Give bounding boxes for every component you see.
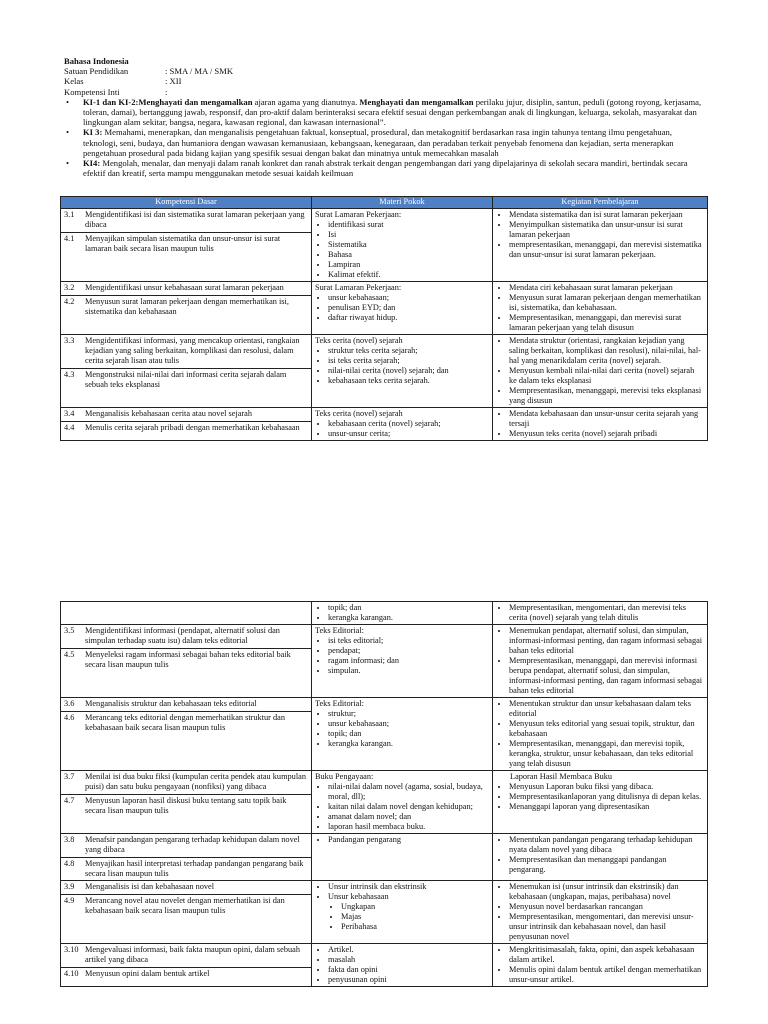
kd-text: Menyusun opini dalam bentuk artikel [85,969,210,978]
mp-cell [312,209,493,282]
kp-item: • Mempresentasikan, mengomentari, dan merevisi unsur-unsur intrinsik dan kebahasaan novel, dan hasil penyusunan novel [509,912,704,942]
kd-item [64,210,308,230]
header-materi-pokok: Materi Pokok [312,197,493,209]
kd-cell [61,881,312,944]
mp-item: • isi teks editorial; [328,636,489,646]
kp-cell [493,282,708,335]
kp-item: • Mengkritisimasalah, fakta, opini, dan aspek kebahasaan dalam artikel. [509,945,704,965]
table-row [61,209,708,282]
kd-text: Merancang teks editorial dengan memerhatikan struktur dan kebahasaan baik secara lisan maupun tulis [85,713,285,732]
kd-divider [61,711,311,712]
kd-number: 4.8 [64,859,75,868]
mp-item: • struktur; [328,709,489,719]
mp-title: Teks Editorial: [315,699,364,708]
kd-number: 4.2 [64,297,75,306]
mp-list [315,220,489,280]
kd-number: 4.3 [64,370,75,379]
kp-cell [493,625,708,698]
mp-subitem: • Majas [341,912,489,922]
kd-item [64,772,308,792]
mp-cell [312,698,493,771]
ki-label: KI-1 dan KI-2: [83,96,139,107]
kd-number: 4.5 [64,650,75,659]
kp-list [496,283,704,333]
kd-text: Menyajikan simpulan sistematika dan unsur-unsur isi surat lamaran baik secara lisan maupun tulis [85,234,281,253]
mp-item: • unsur kebahasaan; [328,719,489,729]
kd-cell [61,698,312,771]
mp-subitem: • Peribahasa [341,922,489,932]
mp-cell [312,625,493,698]
kp-item: • Menyusun teks cerita (novel) sejarah pribadi [509,429,704,439]
mp-item: • Bahasa [328,250,489,260]
mp-list [315,346,489,386]
mp-cell [312,944,493,987]
kd-text: Mengonstruksi nilai-nilai dari informasi cerita sejarah dalam sebuah teks eksplanasi [85,370,287,389]
mp-title: Surat Lamaran Pekerjaan: [315,283,402,292]
kd-cell [61,625,312,698]
mp-item: • Pandangan pengarang [328,835,489,845]
mp-item: • masalah [328,955,489,965]
ki-bold: Menghayati dan mengamalkan [359,96,474,107]
table-header-row [61,197,708,209]
kd-item [64,796,308,816]
kp-list [496,835,704,875]
header-row-satuan [64,66,704,76]
kd-divider [61,967,311,968]
mp-item: • penulisan EYD; dan [328,303,489,313]
ki-item [64,158,704,178]
kp-item: • Mempresentasikan, menanggapi, dan merevisi informasi berupa pendapat, alternatif solusi, dan simpulan, informasi-informasi penting, dan ragam informasi sebagai bahan teks editorial [509,656,704,696]
kd-cell [61,834,312,881]
kd-item [64,699,308,709]
kp-list [496,782,704,812]
mp-list [315,782,489,832]
kd-cell [61,771,312,834]
kd-item [64,409,308,419]
mp-item: • daftar riwayat hidup. [328,313,489,323]
header-row-ki [64,87,704,97]
mp-item: • kebahasaan teks cerita sejarah. [328,376,489,386]
kp-item: • Menyusun novel berdasarkan rancangan [509,902,704,912]
kp-item: • Menentukan pandangan pengarang terhadap kehidupan nyata dalam novel yang dibaca [509,835,704,855]
kd-item [64,650,308,670]
kp-item: • Menyusun kembali nilai-nilai dari cerita (novel) sejarah ke dalam teks eksplanasi [509,366,704,386]
header-value: : SMA / MA / SMK [165,66,234,77]
table-row [61,698,708,771]
kd-text: Mengidentifikasi isi dan sistematika surat lamaran pekerjaan yang dibaca [85,210,305,229]
kp-item: • Menyusun Laporan buku fiksi yang dibaca. [509,782,704,792]
header-key: Kompetensi Inti [64,86,120,97]
mp-title: Teks Editorial: [315,626,364,635]
table-row [61,834,708,881]
kd-item [64,283,308,293]
kp-item: • Menyusun surat lamaran pekerjaan dengan memerhatikan isi, sistematika, dan kebahasaan. [509,293,704,313]
table-row [61,335,708,408]
kp-item: • Menemukan pendapat, alternatif solusi, dan simpulan, informasi-informasi penting, dan ragam informasi sebagai bahan teks editorial [509,626,704,656]
kp-list [496,945,704,985]
kd-item [64,297,308,317]
mp-item: • Isi [328,230,489,240]
kd-text: Menulis cerita sejarah pribadi dengan memerhatikan kebahasaan [85,423,300,432]
mp-list [315,419,489,439]
mp-title: Teks cerita (novel) sejarah [315,336,403,345]
kd-number: 3.4 [64,409,75,418]
kd-text: Menyusun laporan hasil diskusi buku tentang satu topik baik secara lisan maupun tulis [85,796,287,815]
kd-number: 3.2 [64,283,75,292]
mp-item: • unsur kebahasaan; [328,293,489,303]
mp-item: • Unsur intrinsik dan ekstrinsik [328,882,489,892]
mp-list [315,709,489,749]
mp-cell [312,881,493,944]
kd-number: 3.7 [64,772,75,781]
kp-title: Laporan Hasil Membaca Buku [510,772,613,781]
kd-number: 3.9 [64,882,75,891]
mp-sub-wrap [315,902,489,932]
kd-divider [61,894,311,895]
kd-number: 4.10 [64,969,79,978]
mp-item: • kerangka karangan. [328,613,489,623]
kd-item [64,234,308,254]
kp-item: • Mempresentasikanlaporan yang ditulisnya di depan kelas. [509,792,704,802]
kd-cell [61,408,312,441]
ki-text: perilaku jujur, disiplin, santun, peduli (gotong royong, kerjasama, toleran, damai), bertanggung jawab, responsif, dan pro-aktif dalam berinteraksi secara efektif sesuai dengan perkembangan anak di lingkungan, keluarga, sekolah, masyarakat dan lingkungan alam sekitar, bangsa, negara, kawasan regional, dan kawasan internasional”. [83,96,702,128]
mp-item: • struktur teks cerita sejarah; [328,346,489,356]
kp-cell [493,834,708,881]
kd-cell [61,335,312,408]
mp-item: • Sistematika [328,240,489,250]
kd-text: Merancang novel atau novelet dengan memerhatikan isi dan kebahasaan baik secara lisan maupun tulis [85,896,285,915]
kp-item: • Mempresentasikan, mengomentari, dan merevisi teks cerita (novel) sejarah yang telah ditulis [509,603,704,623]
mp-item: • Kalimat efektif. [328,270,489,280]
table-row [61,881,708,944]
mp-item: • isi teks cerita sejarah; [328,356,489,366]
kp-cell [493,408,708,441]
mp-cell [312,282,493,335]
mp-item: • identifikasi surat [328,220,489,230]
kp-item: • mempresentasikan, menanggapi, dan merevisi sistematika dan unsur-unsur isi surat lamaran pekerjaan. [509,240,704,260]
kp-item: • Menentukan struktur dan unsur kebahasaan dalam teks editorial [509,699,704,719]
table-row [61,771,708,834]
mp-item: • amanat dalam novel; dan [328,812,489,822]
kd-number: 4.7 [64,796,75,805]
kd-number: 3.1 [64,210,75,219]
mp-item: • simpulan. [328,666,489,676]
kp-cell [493,944,708,987]
kd-text: Mengevaluasi informasi, baik fakta maupun opini, dalam sebuah artikel yang dibaca [85,945,300,964]
kd-text: Menilai isi dua buku fiksi (kumpulan cerita pendek atau kumpulan puisi) dan satu buku pengayaan (nonfiksi) yang dibaca [85,772,306,791]
header-kegiatan: Kegiatan Pembelajaran [493,197,708,209]
mp-list [315,603,489,623]
kp-item: • Mempresentasikan dan menanggapi pandangan pengarang. [509,855,704,875]
kp-cell [493,881,708,944]
kp-list [496,699,704,769]
kd-item [64,882,308,892]
kd-number: 4.9 [64,896,75,905]
kd-number: 3.6 [64,699,75,708]
mp-title: Teks cerita (novel) sejarah [315,409,403,418]
table-row [61,944,708,987]
kp-item: • Mendata sistematika dan isi surat lamaran pekerjaan [509,210,704,220]
kd-divider [61,794,311,795]
competency-table-1 [60,196,708,441]
kd-number: 4.1 [64,234,75,243]
header-row-kelas [64,76,704,86]
kd-text: Mengidentifikasi informasi, yang mencakup orientasi, rangkaian kejadian yang saling berkaitan, komplikasi dan resolusi, dalam cerita sejarah lisan atau tulis [85,336,300,365]
mp-item: • Unsur kebahasaan [328,892,489,902]
mp-cell [312,834,493,881]
mp-item: • nilai-nilai dalam novel (agama, sosial, budaya, moral, dll); [328,782,489,802]
kp-item: • Menyimpulkan sistematika dan unsur-unsur isi surat lamaran pekerjaan [509,220,704,240]
kp-cell [493,771,708,834]
kd-text: Menganalisis isi dan kebahasaan novel [85,882,215,891]
mp-list [315,293,489,323]
kd-number: 3.5 [64,626,75,635]
table-row [61,408,708,441]
ki-item [64,97,704,128]
kd-number: 3.8 [64,835,75,844]
mp-item: • kaitan nilai dalam novel dengan kehidupan; [328,802,489,812]
kd-divider [61,368,311,369]
kd-number: 3.10 [64,945,79,954]
kd-text: Menafsir pandangan pengarang terhadap kehidupan dalam novel yang dibaca [85,835,300,854]
header-key: Satuan Pendidikan [64,66,129,77]
kd-item [64,896,308,916]
mp-item: • Artikel. [328,945,489,955]
mp-item: • ragam informasi; dan [328,656,489,666]
mp-list [315,835,489,845]
kp-item: • Menanggapi laporan yang dipresentasikan [509,802,704,812]
kp-list [496,409,704,439]
mp-sublist [315,902,489,932]
kd-item [64,713,308,733]
kp-list [496,603,704,623]
mp-item: • unsur-unsur cerita; [328,429,489,439]
mp-item: • topik; dan [328,729,489,739]
kd-number: 4.6 [64,713,75,722]
header-value: : XII [165,76,182,87]
mp-item: • topik; dan [328,603,489,613]
mp-cell [312,771,493,834]
mp-item: • fakta dan opini [328,965,489,975]
kd-item [64,835,308,855]
mp-cell [312,335,493,408]
kd-item [64,423,308,433]
kd-text: Menganalisis kebahasaan cerita atau novel sejarah [85,409,253,418]
kp-list [496,882,704,942]
mp-item: • kebahasaan cerita (novel) sejarah; [328,419,489,429]
kd-item [64,336,308,366]
kd-item [64,945,308,965]
mp-item: • penyusunan opini [328,975,489,985]
table-row [61,602,708,625]
kp-item: • Mendata kebahasaan dan unsur-unsur cerita sejarah yang tersaji [509,409,704,429]
kd-text: Menyusun surat lamaran pekerjaan dengan memerhatikan isi, sistematika dan kebahasaan [85,297,289,316]
table-row [61,282,708,335]
kp-item: • Mempresentasikan, menanggapi, dan merevisi surat lamaran pekerjaan yang telah disusun [509,313,704,333]
kd-item [64,370,308,390]
kp-item: • Mendata ciri kebahasaan surat lamaran pekerjaan [509,283,704,293]
header-value: : [165,86,168,97]
document-header [64,56,704,178]
header-kompetensi-dasar: Kompetensi Dasar [61,197,312,209]
header-key: Kelas [64,76,84,87]
kp-cell [493,602,708,625]
mp-item: • nilai-nilai cerita (novel) sejarah; dan [328,366,489,376]
kd-item [64,626,308,646]
kd-text: Mengidentifikasi unsur kebahasaan surat lamaran pekerjaan [85,283,284,292]
kp-cell [493,698,708,771]
kd-cell [61,602,312,625]
mp-list [315,882,489,902]
kd-cell [61,209,312,282]
mp-subitem: • Ungkapan [341,902,489,912]
table-row [61,625,708,698]
kd-cell [61,944,312,987]
ki-label: KI4: [83,158,101,169]
ki-item [64,127,704,158]
mp-item: • laporan hasil membaca buku. [328,822,489,832]
ki-bold: Menghayati dan mengamalkan [138,96,253,107]
kp-list [496,210,704,260]
kd-number: 4.4 [64,423,75,432]
kd-divider [61,421,311,422]
kp-item: • Mempresentasikan, menanggapi, dan merevisi topik, kerangka, struktur, unsur kebahasaan, dan teks editorial yang telah disusun [509,739,704,769]
kd-text: Menyajikan hasil interpretasi terhadap pandangan pengarang baik secara lisan maupun tulis [85,859,304,878]
kd-divider [61,232,311,233]
kp-item: • Mendata struktur (orientasi, rangkaian kejadian yang saling berkaitan, komplikasi dan resolusi), nilai-nilai, hal-hal yang menarikdalam cerita (novel) sejarah. [509,336,704,366]
ki-label: KI 3: [83,127,103,138]
ki-text: Memahami, menerapkan, dan menganalisis pengetahuan faktual, konseptual, prosedural, dan metakognitif berdasarkan rasa ingin tahunya tentang ilmu pengetahuan, teknologi, seni, budaya, dan humaniora dengan wawasan kemanusiaan, kebangsaan, kenegaraan, dan peradaban terkait penyebab fenomena dan kejadian, serta menerapkan pengetahuan prosedural pada bidang kajian yang spesifik sesuai dengan bakat dan minatnya untuk memecahkan masalah [83,127,674,158]
kd-divider [61,295,311,296]
kd-number: 3.3 [64,336,75,345]
kd-item [64,859,308,879]
mp-cell [312,408,493,441]
kp-list [496,336,704,406]
kp-cell [493,335,708,408]
kd-divider [61,857,311,858]
kp-cell [493,209,708,282]
kp-item: • Menemukan isi (unsur intrinsik dan ekstrinsik) dan kebahasaan (ungkapan, majas, peribahasa) novel [509,882,704,902]
competency-table-2 [60,601,708,987]
mp-item: • Lampiran [328,260,489,270]
kp-list [496,626,704,696]
kd-text: Menyeleksi ragam informasi sebagai bahan teks editorial baik secara lisan maupun tulis [85,650,291,669]
kp-item: • Menyusun teks editorial yang sesuai topik, struktur, dan kebahasaan [509,719,704,739]
mp-title: Surat Lamaran Pekerjaan: [315,210,402,219]
kd-item [64,969,308,979]
ki-list [64,97,704,179]
ki-text: ajaran agama yang dianutnya. [252,96,360,107]
kd-text: Menganalisis struktur dan kebahasaan teks editorial [85,699,257,708]
mp-cell [312,602,493,625]
kd-text: Mengidentifikasi informasi (pendapat, alternatif solusi dan simpulan terhadap suatu isu) dalam teks editorial [85,626,280,645]
mp-item: • kerangka karangan. [328,739,489,749]
kp-item: • Menulis opini dalam bentuk artikel dengan memerhatikan unsur-unsur artikel. [509,965,704,985]
kd-divider [61,648,311,649]
kd-cell [61,282,312,335]
mp-list [315,945,489,985]
subject-title: Bahasa Indonesia [64,56,129,66]
mp-item: • pendapat; [328,646,489,656]
mp-list [315,636,489,676]
kp-item: • Mempresentasikan, menanggapi, merevisi teks eksplanasi yang disusun [509,386,704,406]
ki-text: Mengolah, menalar, dan menyaji dalam ranah konkret dan ranah abstrak terkait dengan pengembangan dari yang dipelajarinya di sekolah secara mandiri, bertindak secara efektif dan kreatif, serta mampu menggunakan metode sesuai kaidah keilmuan [83,158,688,179]
mp-title: Buku Pengayaan: [315,772,374,781]
